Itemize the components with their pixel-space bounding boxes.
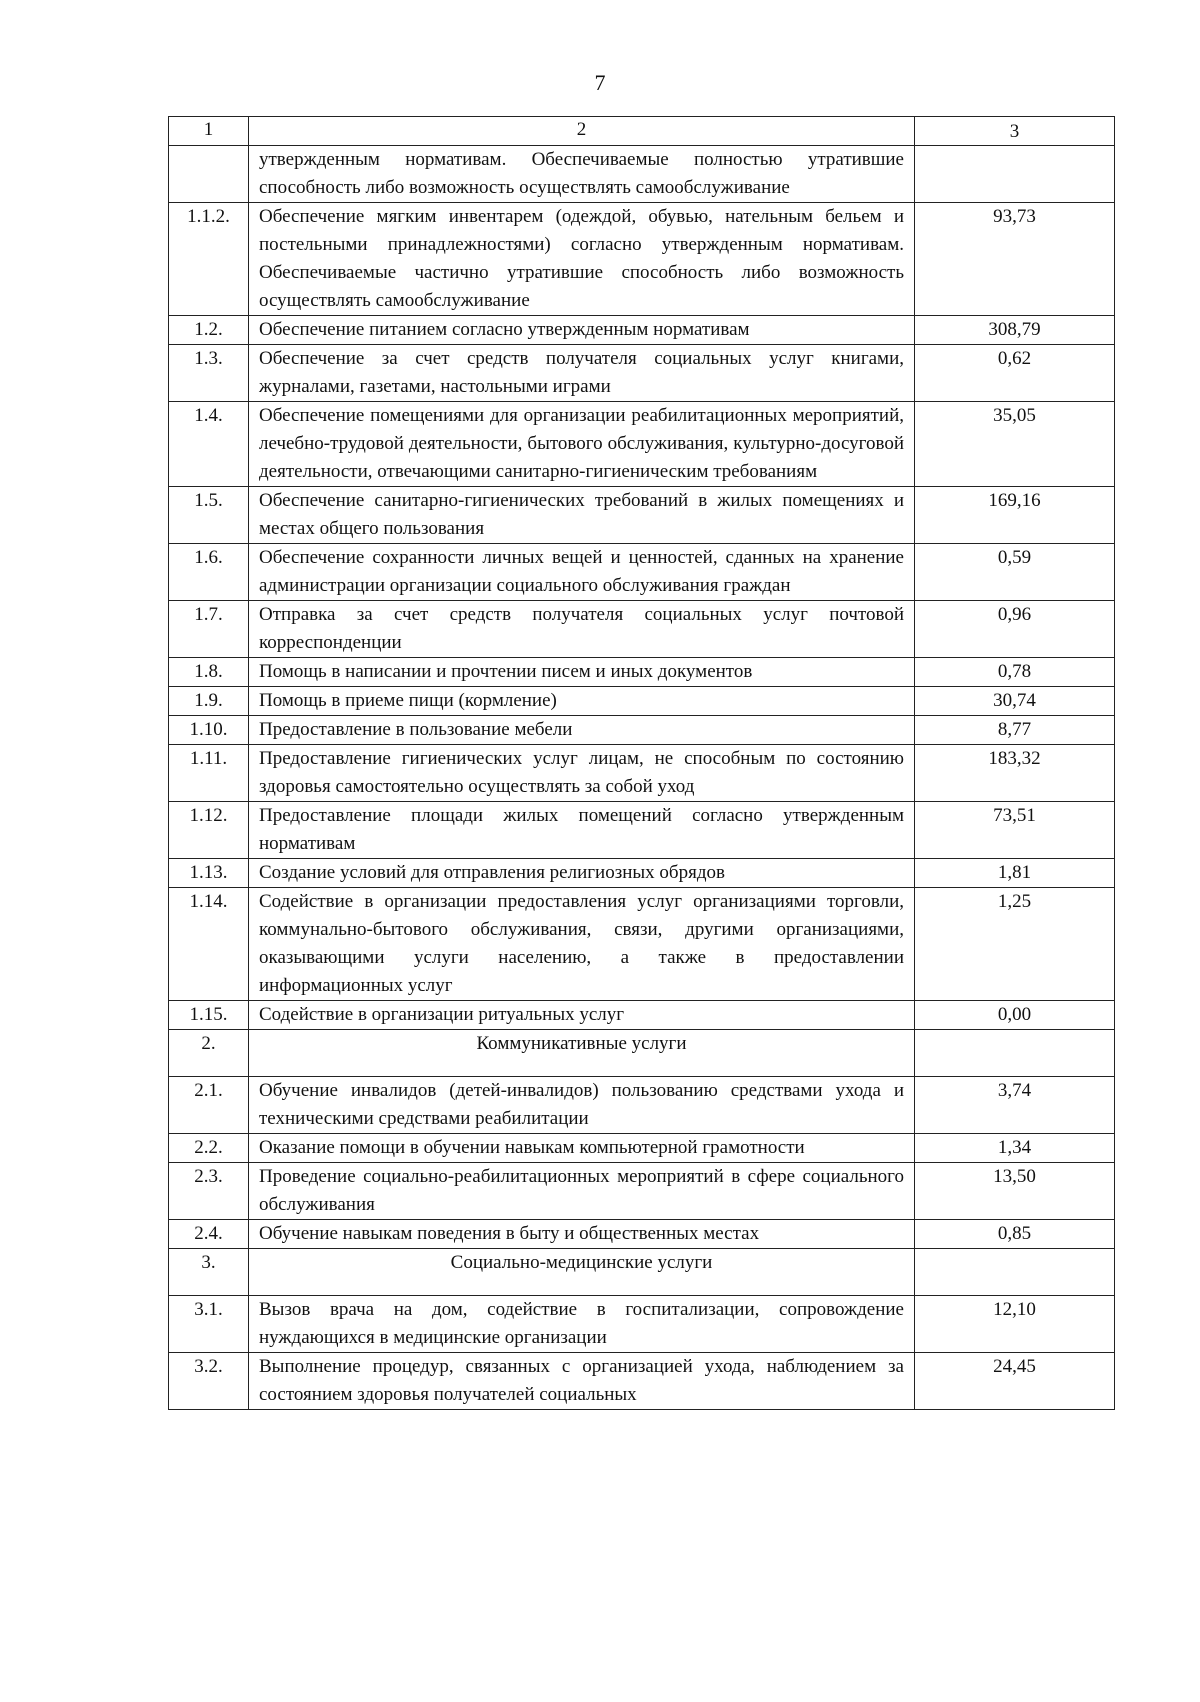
service-value: 0,59 [915, 544, 1115, 601]
row-number: 1.8. [169, 658, 249, 687]
service-name: Вызов врача на дом, содействие в госпитализации, сопровождение нуждающихся в медицинские организации [249, 1296, 915, 1353]
column-header-2: 2 [249, 117, 915, 146]
service-name: Оказание помощи в обучении навыкам компьютерной грамотности [249, 1134, 915, 1163]
service-name: Содействие в организации ритуальных услуг [249, 1001, 915, 1030]
table-header-row [169, 117, 1115, 146]
service-value [915, 146, 1115, 203]
table-row [169, 745, 1115, 802]
row-number: 1.9. [169, 687, 249, 716]
service-name: Помощь в написании и прочтении писем и иных документов [249, 658, 915, 687]
row-number: 1.3. [169, 345, 249, 402]
row-number: 1.1.2. [169, 203, 249, 316]
service-name: Отправка за счет средств получателя социальных услуг почтовой корреспонденции [249, 601, 915, 658]
table-row [169, 687, 1115, 716]
row-number: 1.13. [169, 859, 249, 888]
service-name: утвержденным нормативам. Обеспечиваемые полностью утратившие способность либо возможность осуществлять самообслуживание [249, 146, 915, 203]
service-name: Проведение социально-реабилитационных мероприятий в сфере социального обслуживания [249, 1163, 915, 1220]
service-name: Создание условий для отправления религиозных обрядов [249, 859, 915, 888]
service-value [915, 1030, 1115, 1077]
service-name: Обеспечение мягким инвентарем (одеждой, обувью, нательным бельем и постельными принадлежностями) согласно утвержденным нормативам. Обеспечиваемые частично утратившие способность либо возможность осуществлять самообслуживание [249, 203, 915, 316]
row-number: 1.11. [169, 745, 249, 802]
row-number: 2.2. [169, 1134, 249, 1163]
row-number: 2.4. [169, 1220, 249, 1249]
table-row [169, 859, 1115, 888]
service-value: 1,81 [915, 859, 1115, 888]
table-row [169, 601, 1115, 658]
row-number: 1.5. [169, 487, 249, 544]
table-row [169, 1134, 1115, 1163]
service-value: 30,74 [915, 687, 1115, 716]
row-number: 1.10. [169, 716, 249, 745]
table-row [169, 716, 1115, 745]
table-row [169, 802, 1115, 859]
row-number: 1.2. [169, 316, 249, 345]
section-number: 3. [169, 1249, 249, 1296]
table-row [169, 1353, 1115, 1410]
service-value: 13,50 [915, 1163, 1115, 1220]
table-row [169, 487, 1115, 544]
table-row [169, 203, 1115, 316]
row-number: 1.12. [169, 802, 249, 859]
table-row [169, 316, 1115, 345]
service-value: 0,85 [915, 1220, 1115, 1249]
service-name: Предоставление площади жилых помещений согласно утвержденным нормативам [249, 802, 915, 859]
row-number: 1.15. [169, 1001, 249, 1030]
table-row [169, 146, 1115, 203]
service-value: 73,51 [915, 802, 1115, 859]
service-value: 93,73 [915, 203, 1115, 316]
service-value: 169,16 [915, 487, 1115, 544]
service-name: Содействие в организации предоставления услуг организациями торговли, коммунально-бытового обслуживания, связи, другими организациями, оказывающими услуги населению, а также в предоставлении информационных услуг [249, 888, 915, 1001]
service-value: 0,62 [915, 345, 1115, 402]
row-number: 1.14. [169, 888, 249, 1001]
service-value [915, 1249, 1115, 1296]
section-row [169, 1030, 1115, 1077]
service-value: 1,25 [915, 888, 1115, 1001]
row-number: 1.6. [169, 544, 249, 601]
service-name: Помощь в приеме пищи (кормление) [249, 687, 915, 716]
service-value: 0,96 [915, 601, 1115, 658]
column-header-1: 1 [169, 117, 249, 146]
service-name: Обеспечение питанием согласно утвержденным нормативам [249, 316, 915, 345]
services-table [168, 116, 1115, 1410]
service-value: 308,79 [915, 316, 1115, 345]
row-number: 3.1. [169, 1296, 249, 1353]
section-title: Коммуникативные услуги [249, 1030, 915, 1077]
service-value: 183,32 [915, 745, 1115, 802]
table-row [169, 1296, 1115, 1353]
service-value: 24,45 [915, 1353, 1115, 1410]
table-row [169, 402, 1115, 487]
table-row [169, 1001, 1115, 1030]
table-row [169, 888, 1115, 1001]
table-row [169, 1220, 1115, 1249]
row-number: 2.1. [169, 1077, 249, 1134]
table-row [169, 1077, 1115, 1134]
service-name: Обеспечение сохранности личных вещей и ценностей, сданных на хранение администрации организации социального обслуживания граждан [249, 544, 915, 601]
section-number: 2. [169, 1030, 249, 1077]
row-number: 2.3. [169, 1163, 249, 1220]
service-value: 0,78 [915, 658, 1115, 687]
service-value: 8,77 [915, 716, 1115, 745]
service-value: 35,05 [915, 402, 1115, 487]
service-name: Обеспечение санитарно-гигиенических требований в жилых помещениях и местах общего пользования [249, 487, 915, 544]
table-row [169, 658, 1115, 687]
service-name: Обеспечение за счет средств получателя социальных услуг книгами, журналами, газетами, настольными играми [249, 345, 915, 402]
service-name: Предоставление гигиенических услуг лицам, не способным по состоянию здоровья самостоятельно осуществлять за собой уход [249, 745, 915, 802]
page-number: 7 [594, 70, 606, 95]
section-title: Социально-медицинские услуги [249, 1249, 915, 1296]
row-number [169, 146, 249, 203]
row-number: 3.2. [169, 1353, 249, 1410]
service-value: 12,10 [915, 1296, 1115, 1353]
service-value: 1,34 [915, 1134, 1115, 1163]
section-row [169, 1249, 1115, 1296]
service-name: Выполнение процедур, связанных с организацией ухода, наблюдением за состоянием здоровья получателей социальных [249, 1353, 915, 1410]
column-header-3: 3 [915, 117, 1115, 146]
service-name: Обеспечение помещениями для организации реабилитационных мероприятий, лечебно-трудовой деятельности, бытового обслуживания, культурно-досуговой деятельности, отвечающими санитарно-гигиеническим требованиям [249, 402, 915, 487]
row-number: 1.7. [169, 601, 249, 658]
table-row [169, 345, 1115, 402]
service-value: 0,00 [915, 1001, 1115, 1030]
service-name: Предоставление в пользование мебели [249, 716, 915, 745]
row-number: 1.4. [169, 402, 249, 487]
table-row [169, 1163, 1115, 1220]
service-value: 3,74 [915, 1077, 1115, 1134]
service-name: Обучение инвалидов (детей-инвалидов) пользованию средствами ухода и техническими средствами реабилитации [249, 1077, 915, 1134]
table-row [169, 544, 1115, 601]
service-name: Обучение навыкам поведения в быту и общественных местах [249, 1220, 915, 1249]
